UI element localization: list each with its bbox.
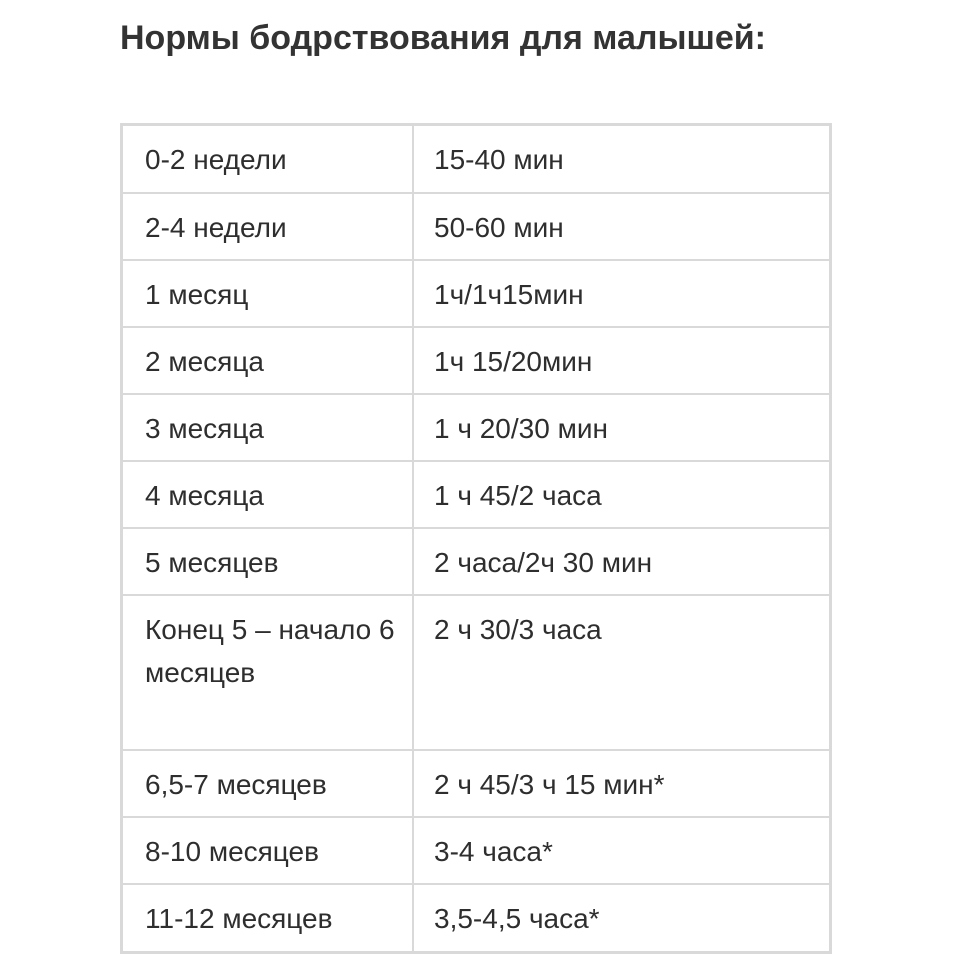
duration-cell: 1ч 15/20мин	[413, 327, 829, 394]
age-cell: 2 месяца	[123, 327, 413, 394]
duration-cell: 1ч/1ч15мин	[413, 260, 829, 327]
age-cell: 3 месяца	[123, 394, 413, 461]
duration-cell: 15-40 мин	[413, 126, 829, 193]
age-cell: 4 месяца	[123, 461, 413, 528]
duration-cell: 2 ч 45/3 ч 15 мин*	[413, 750, 829, 817]
table-row	[123, 126, 829, 193]
age-cell: 8-10 месяцев	[123, 817, 413, 884]
duration-cell: 2 ч 30/3 часа	[413, 595, 829, 750]
duration-cell: 1 ч 20/30 мин	[413, 394, 829, 461]
table-row	[123, 327, 829, 394]
age-cell: Конец 5 – начало 6 месяцев	[123, 595, 413, 750]
table-row	[123, 260, 829, 327]
table-row	[123, 595, 829, 750]
table-row	[123, 528, 829, 595]
table-row	[123, 750, 829, 817]
duration-cell: 1 ч 45/2 часа	[413, 461, 829, 528]
duration-cell: 2 часа/2ч 30 мин	[413, 528, 829, 595]
age-cell: 0-2 недели	[123, 126, 413, 193]
table-row	[123, 193, 829, 260]
table-row	[123, 884, 829, 951]
age-cell: 5 месяцев	[123, 528, 413, 595]
age-cell: 1 месяц	[123, 260, 413, 327]
duration-cell: 3,5-4,5 часа*	[413, 884, 829, 951]
duration-cell: 3-4 часа*	[413, 817, 829, 884]
age-cell: 2-4 недели	[123, 193, 413, 260]
table-row	[123, 461, 829, 528]
wakefulness-table	[120, 123, 832, 954]
age-cell: 11-12 месяцев	[123, 884, 413, 951]
page-title: Нормы бодрствования для малышей:	[120, 19, 766, 57]
age-cell: 6,5-7 месяцев	[123, 750, 413, 817]
duration-cell: 50-60 мин	[413, 193, 829, 260]
table-row	[123, 817, 829, 884]
table-row	[123, 394, 829, 461]
